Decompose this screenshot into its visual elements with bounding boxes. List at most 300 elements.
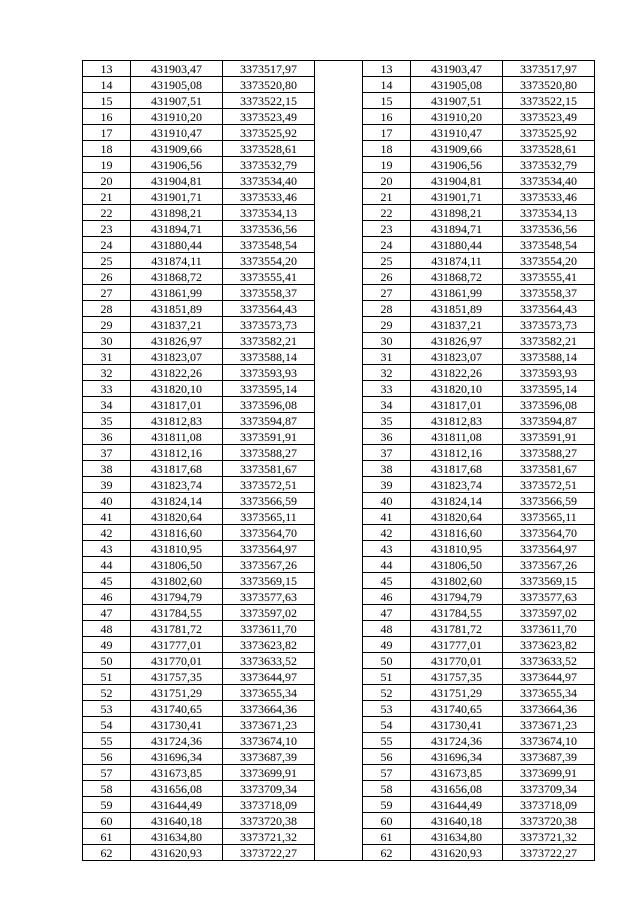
right-x-coordinate-cell: 431740,65 (411, 701, 503, 717)
left-point-number-cell: 56 (83, 749, 131, 765)
left-y-coordinate-cell: 3373588,27 (223, 445, 315, 461)
table-gap-cell (315, 781, 363, 797)
left-point-number-cell: 25 (83, 253, 131, 269)
right-x-coordinate-cell: 431874,11 (411, 253, 503, 269)
table-gap-cell (315, 829, 363, 845)
right-point-number-cell: 18 (363, 141, 411, 157)
left-point-number-cell: 27 (83, 285, 131, 301)
table-gap-cell (315, 541, 363, 557)
left-y-coordinate-cell: 3373718,09 (223, 797, 315, 813)
left-point-number-cell: 62 (83, 845, 131, 861)
table-gap-cell (315, 77, 363, 93)
table-row (83, 125, 595, 141)
left-x-coordinate-cell: 431794,79 (131, 589, 223, 605)
right-y-coordinate-cell: 3373566,59 (503, 493, 595, 509)
left-y-coordinate-cell: 3373517,97 (223, 61, 315, 77)
left-point-number-cell: 24 (83, 237, 131, 253)
right-x-coordinate-cell: 431910,47 (411, 125, 503, 141)
table-row (83, 845, 595, 861)
right-point-number-cell: 50 (363, 653, 411, 669)
table-gap-cell (315, 637, 363, 653)
right-y-coordinate-cell: 3373718,09 (503, 797, 595, 813)
left-point-number-cell: 18 (83, 141, 131, 157)
right-y-coordinate-cell: 3373572,51 (503, 477, 595, 493)
right-x-coordinate-cell: 431812,83 (411, 413, 503, 429)
left-point-number-cell: 35 (83, 413, 131, 429)
right-y-coordinate-cell: 3373611,70 (503, 621, 595, 637)
table-gap-cell (315, 173, 363, 189)
table-row (83, 573, 595, 589)
right-point-number-cell: 26 (363, 269, 411, 285)
left-point-number-cell: 39 (83, 477, 131, 493)
table-gap-cell (315, 61, 363, 77)
left-point-number-cell: 34 (83, 397, 131, 413)
right-point-number-cell: 24 (363, 237, 411, 253)
right-point-number-cell: 33 (363, 381, 411, 397)
left-point-number-cell: 15 (83, 93, 131, 109)
table-gap-cell (315, 125, 363, 141)
left-y-coordinate-cell: 3373699,91 (223, 765, 315, 781)
table-row (83, 285, 595, 301)
table-gap-cell (315, 413, 363, 429)
left-x-coordinate-cell: 431757,35 (131, 669, 223, 685)
right-point-number-cell: 21 (363, 189, 411, 205)
left-y-coordinate-cell: 3373567,26 (223, 557, 315, 573)
right-y-coordinate-cell: 3373588,14 (503, 349, 595, 365)
right-point-number-cell: 55 (363, 733, 411, 749)
right-y-coordinate-cell: 3373534,40 (503, 173, 595, 189)
left-x-coordinate-cell: 431656,08 (131, 781, 223, 797)
left-y-coordinate-cell: 3373709,34 (223, 781, 315, 797)
right-y-coordinate-cell: 3373569,15 (503, 573, 595, 589)
table-row (83, 365, 595, 381)
table-gap-cell (315, 717, 363, 733)
right-y-coordinate-cell: 3373593,93 (503, 365, 595, 381)
left-x-coordinate-cell: 431802,60 (131, 573, 223, 589)
left-y-coordinate-cell: 3373564,97 (223, 541, 315, 557)
left-y-coordinate-cell: 3373722,27 (223, 845, 315, 861)
right-y-coordinate-cell: 3373522,15 (503, 93, 595, 109)
right-x-coordinate-cell: 431816,60 (411, 525, 503, 541)
right-x-coordinate-cell: 431757,35 (411, 669, 503, 685)
left-y-coordinate-cell: 3373671,23 (223, 717, 315, 733)
table-gap-cell (315, 733, 363, 749)
left-point-number-cell: 55 (83, 733, 131, 749)
right-y-coordinate-cell: 3373581,67 (503, 461, 595, 477)
left-x-coordinate-cell: 431910,20 (131, 109, 223, 125)
right-y-coordinate-cell: 3373720,38 (503, 813, 595, 829)
table-row (83, 205, 595, 221)
left-y-coordinate-cell: 3373655,34 (223, 685, 315, 701)
table-gap-cell (315, 221, 363, 237)
right-y-coordinate-cell: 3373555,41 (503, 269, 595, 285)
table-row (83, 557, 595, 573)
right-y-coordinate-cell: 3373597,02 (503, 605, 595, 621)
right-point-number-cell: 31 (363, 349, 411, 365)
left-y-coordinate-cell: 3373523,49 (223, 109, 315, 125)
right-point-number-cell: 17 (363, 125, 411, 141)
left-point-number-cell: 36 (83, 429, 131, 445)
left-y-coordinate-cell: 3373588,14 (223, 349, 315, 365)
right-point-number-cell: 29 (363, 317, 411, 333)
right-y-coordinate-cell: 3373671,23 (503, 717, 595, 733)
left-x-coordinate-cell: 431824,14 (131, 493, 223, 509)
right-point-number-cell: 48 (363, 621, 411, 637)
right-point-number-cell: 25 (363, 253, 411, 269)
table-row (83, 813, 595, 829)
table-row (83, 173, 595, 189)
left-y-coordinate-cell: 3373534,13 (223, 205, 315, 221)
right-point-number-cell: 28 (363, 301, 411, 317)
left-y-coordinate-cell: 3373644,97 (223, 669, 315, 685)
right-point-number-cell: 16 (363, 109, 411, 125)
right-point-number-cell: 57 (363, 765, 411, 781)
left-point-number-cell: 52 (83, 685, 131, 701)
left-y-coordinate-cell: 3373596,08 (223, 397, 315, 413)
left-point-number-cell: 37 (83, 445, 131, 461)
left-x-coordinate-cell: 431909,66 (131, 141, 223, 157)
right-x-coordinate-cell: 431820,64 (411, 509, 503, 525)
right-y-coordinate-cell: 3373721,32 (503, 829, 595, 845)
table-row (83, 461, 595, 477)
left-point-number-cell: 59 (83, 797, 131, 813)
right-x-coordinate-cell: 431812,16 (411, 445, 503, 461)
left-point-number-cell: 45 (83, 573, 131, 589)
left-point-number-cell: 30 (83, 333, 131, 349)
right-point-number-cell: 38 (363, 461, 411, 477)
left-x-coordinate-cell: 431880,44 (131, 237, 223, 253)
table-row (83, 349, 595, 365)
right-point-number-cell: 27 (363, 285, 411, 301)
left-y-coordinate-cell: 3373572,51 (223, 477, 315, 493)
table-gap-cell (315, 477, 363, 493)
table-row (83, 413, 595, 429)
right-x-coordinate-cell: 431861,99 (411, 285, 503, 301)
right-y-coordinate-cell: 3373582,21 (503, 333, 595, 349)
left-x-coordinate-cell: 431907,51 (131, 93, 223, 109)
right-y-coordinate-cell: 3373536,56 (503, 221, 595, 237)
left-point-number-cell: 31 (83, 349, 131, 365)
right-x-coordinate-cell: 431894,71 (411, 221, 503, 237)
right-y-coordinate-cell: 3373564,43 (503, 301, 595, 317)
right-y-coordinate-cell: 3373644,97 (503, 669, 595, 685)
table-gap-cell (315, 845, 363, 861)
right-x-coordinate-cell: 431905,08 (411, 77, 503, 93)
left-point-number-cell: 51 (83, 669, 131, 685)
table-row (83, 653, 595, 669)
left-point-number-cell: 16 (83, 109, 131, 125)
table-gap-cell (315, 509, 363, 525)
right-x-coordinate-cell: 431673,85 (411, 765, 503, 781)
right-point-number-cell: 20 (363, 173, 411, 189)
table-row (83, 221, 595, 237)
right-x-coordinate-cell: 431810,95 (411, 541, 503, 557)
right-point-number-cell: 13 (363, 61, 411, 77)
right-point-number-cell: 37 (363, 445, 411, 461)
table-gap-cell (315, 189, 363, 205)
table-gap-cell (315, 797, 363, 813)
left-y-coordinate-cell: 3373534,40 (223, 173, 315, 189)
table-row (83, 781, 595, 797)
left-point-number-cell: 61 (83, 829, 131, 845)
right-x-coordinate-cell: 431656,08 (411, 781, 503, 797)
left-y-coordinate-cell: 3373664,36 (223, 701, 315, 717)
right-x-coordinate-cell: 431823,07 (411, 349, 503, 365)
right-x-coordinate-cell: 431906,56 (411, 157, 503, 173)
right-x-coordinate-cell: 431817,68 (411, 461, 503, 477)
table-row (83, 701, 595, 717)
left-point-number-cell: 58 (83, 781, 131, 797)
table-gap-cell (315, 573, 363, 589)
right-y-coordinate-cell: 3373532,79 (503, 157, 595, 173)
right-y-coordinate-cell: 3373558,37 (503, 285, 595, 301)
right-point-number-cell: 46 (363, 589, 411, 605)
right-y-coordinate-cell: 3373517,97 (503, 61, 595, 77)
left-x-coordinate-cell: 431874,11 (131, 253, 223, 269)
table-row (83, 509, 595, 525)
left-y-coordinate-cell: 3373611,70 (223, 621, 315, 637)
right-point-number-cell: 40 (363, 493, 411, 509)
table-gap-cell (315, 301, 363, 317)
right-x-coordinate-cell: 431824,14 (411, 493, 503, 509)
right-y-coordinate-cell: 3373565,11 (503, 509, 595, 525)
table-row (83, 717, 595, 733)
table-row (83, 61, 595, 77)
right-point-number-cell: 32 (363, 365, 411, 381)
left-y-coordinate-cell: 3373633,52 (223, 653, 315, 669)
right-point-number-cell: 34 (363, 397, 411, 413)
left-x-coordinate-cell: 431640,18 (131, 813, 223, 829)
left-x-coordinate-cell: 431696,34 (131, 749, 223, 765)
table-row (83, 429, 595, 445)
right-point-number-cell: 39 (363, 477, 411, 493)
right-x-coordinate-cell: 431806,50 (411, 557, 503, 573)
right-point-number-cell: 54 (363, 717, 411, 733)
right-x-coordinate-cell: 431822,26 (411, 365, 503, 381)
left-point-number-cell: 14 (83, 77, 131, 93)
left-y-coordinate-cell: 3373720,38 (223, 813, 315, 829)
table-row (83, 765, 595, 781)
left-point-number-cell: 17 (83, 125, 131, 141)
right-y-coordinate-cell: 3373554,20 (503, 253, 595, 269)
table-gap-cell (315, 157, 363, 173)
left-x-coordinate-cell: 431816,60 (131, 525, 223, 541)
table-row (83, 605, 595, 621)
right-x-coordinate-cell: 431751,29 (411, 685, 503, 701)
right-point-number-cell: 43 (363, 541, 411, 557)
left-y-coordinate-cell: 3373558,37 (223, 285, 315, 301)
right-y-coordinate-cell: 3373533,46 (503, 189, 595, 205)
right-x-coordinate-cell: 431851,89 (411, 301, 503, 317)
left-x-coordinate-cell: 431817,01 (131, 397, 223, 413)
left-y-coordinate-cell: 3373555,41 (223, 269, 315, 285)
right-point-number-cell: 36 (363, 429, 411, 445)
table-gap-cell (315, 765, 363, 781)
right-y-coordinate-cell: 3373534,13 (503, 205, 595, 221)
right-x-coordinate-cell: 431904,81 (411, 173, 503, 189)
left-point-number-cell: 38 (83, 461, 131, 477)
right-point-number-cell: 42 (363, 525, 411, 541)
right-point-number-cell: 22 (363, 205, 411, 221)
left-x-coordinate-cell: 431823,74 (131, 477, 223, 493)
right-point-number-cell: 19 (363, 157, 411, 173)
table-row (83, 749, 595, 765)
left-point-number-cell: 28 (83, 301, 131, 317)
left-y-coordinate-cell: 3373565,11 (223, 509, 315, 525)
right-y-coordinate-cell: 3373655,34 (503, 685, 595, 701)
table-row (83, 189, 595, 205)
left-x-coordinate-cell: 431730,41 (131, 717, 223, 733)
table-gap-cell (315, 141, 363, 157)
table-row (83, 237, 595, 253)
right-x-coordinate-cell: 431898,21 (411, 205, 503, 221)
right-point-number-cell: 49 (363, 637, 411, 653)
right-x-coordinate-cell: 431696,34 (411, 749, 503, 765)
right-y-coordinate-cell: 3373594,87 (503, 413, 595, 429)
table-gap-cell (315, 285, 363, 301)
right-x-coordinate-cell: 431640,18 (411, 813, 503, 829)
left-x-coordinate-cell: 431644,49 (131, 797, 223, 813)
right-point-number-cell: 14 (363, 77, 411, 93)
table-gap-cell (315, 445, 363, 461)
left-point-number-cell: 54 (83, 717, 131, 733)
table-gap-cell (315, 381, 363, 397)
left-x-coordinate-cell: 431820,64 (131, 509, 223, 525)
right-x-coordinate-cell: 431880,44 (411, 237, 503, 253)
left-y-coordinate-cell: 3373536,56 (223, 221, 315, 237)
right-y-coordinate-cell: 3373623,82 (503, 637, 595, 653)
left-y-coordinate-cell: 3373569,15 (223, 573, 315, 589)
right-y-coordinate-cell: 3373523,49 (503, 109, 595, 125)
right-x-coordinate-cell: 431770,01 (411, 653, 503, 669)
table-gap-cell (315, 317, 363, 333)
left-y-coordinate-cell: 3373520,80 (223, 77, 315, 93)
left-point-number-cell: 41 (83, 509, 131, 525)
right-x-coordinate-cell: 431907,51 (411, 93, 503, 109)
right-x-coordinate-cell: 431817,01 (411, 397, 503, 413)
right-point-number-cell: 52 (363, 685, 411, 701)
table-gap-cell (315, 701, 363, 717)
right-y-coordinate-cell: 3373520,80 (503, 77, 595, 93)
table-gap-cell (315, 349, 363, 365)
left-x-coordinate-cell: 431634,80 (131, 829, 223, 845)
right-point-number-cell: 30 (363, 333, 411, 349)
table-gap-cell (315, 429, 363, 445)
left-y-coordinate-cell: 3373597,02 (223, 605, 315, 621)
left-y-coordinate-cell: 3373564,43 (223, 301, 315, 317)
table-row (83, 109, 595, 125)
left-x-coordinate-cell: 431784,55 (131, 605, 223, 621)
table-gap-cell (315, 461, 363, 477)
left-x-coordinate-cell: 431811,08 (131, 429, 223, 445)
right-y-coordinate-cell: 3373674,10 (503, 733, 595, 749)
table-row (83, 157, 595, 173)
right-y-coordinate-cell: 3373528,61 (503, 141, 595, 157)
left-y-coordinate-cell: 3373595,14 (223, 381, 315, 397)
right-x-coordinate-cell: 431910,20 (411, 109, 503, 125)
right-x-coordinate-cell: 431823,74 (411, 477, 503, 493)
left-x-coordinate-cell: 431820,10 (131, 381, 223, 397)
table-gap-cell (315, 269, 363, 285)
right-x-coordinate-cell: 431837,21 (411, 317, 503, 333)
left-x-coordinate-cell: 431905,08 (131, 77, 223, 93)
right-y-coordinate-cell: 3373664,36 (503, 701, 595, 717)
right-x-coordinate-cell: 431826,97 (411, 333, 503, 349)
left-y-coordinate-cell: 3373581,67 (223, 461, 315, 477)
table-row (83, 797, 595, 813)
right-point-number-cell: 47 (363, 605, 411, 621)
left-x-coordinate-cell: 431781,72 (131, 621, 223, 637)
left-point-number-cell: 23 (83, 221, 131, 237)
table-gap-cell (315, 749, 363, 765)
right-y-coordinate-cell: 3373687,39 (503, 749, 595, 765)
right-x-coordinate-cell: 431620,93 (411, 845, 503, 861)
table-gap-cell (315, 557, 363, 573)
left-point-number-cell: 22 (83, 205, 131, 221)
left-x-coordinate-cell: 431851,89 (131, 301, 223, 317)
right-point-number-cell: 15 (363, 93, 411, 109)
left-x-coordinate-cell: 431898,21 (131, 205, 223, 221)
left-y-coordinate-cell: 3373577,63 (223, 589, 315, 605)
left-x-coordinate-cell: 431812,83 (131, 413, 223, 429)
table-row (83, 541, 595, 557)
left-y-coordinate-cell: 3373564,70 (223, 525, 315, 541)
table-row (83, 477, 595, 493)
right-point-number-cell: 60 (363, 813, 411, 829)
left-x-coordinate-cell: 431740,65 (131, 701, 223, 717)
left-point-number-cell: 19 (83, 157, 131, 173)
left-point-number-cell: 40 (83, 493, 131, 509)
left-x-coordinate-cell: 431868,72 (131, 269, 223, 285)
right-y-coordinate-cell: 3373699,91 (503, 765, 595, 781)
left-point-number-cell: 32 (83, 365, 131, 381)
right-x-coordinate-cell: 431901,71 (411, 189, 503, 205)
right-y-coordinate-cell: 3373595,14 (503, 381, 595, 397)
right-x-coordinate-cell: 431777,01 (411, 637, 503, 653)
right-x-coordinate-cell: 431868,72 (411, 269, 503, 285)
left-y-coordinate-cell: 3373528,61 (223, 141, 315, 157)
right-x-coordinate-cell: 431724,36 (411, 733, 503, 749)
right-x-coordinate-cell: 431802,60 (411, 573, 503, 589)
table-gap-cell (315, 109, 363, 125)
right-point-number-cell: 62 (363, 845, 411, 861)
right-y-coordinate-cell: 3373577,63 (503, 589, 595, 605)
left-point-number-cell: 48 (83, 621, 131, 637)
left-point-number-cell: 33 (83, 381, 131, 397)
right-point-number-cell: 58 (363, 781, 411, 797)
right-x-coordinate-cell: 431820,10 (411, 381, 503, 397)
table-row (83, 621, 595, 637)
table-gap-cell (315, 493, 363, 509)
table-gap-cell (315, 813, 363, 829)
left-point-number-cell: 57 (83, 765, 131, 781)
left-point-number-cell: 42 (83, 525, 131, 541)
coordinates-table (82, 60, 595, 861)
table-row (83, 333, 595, 349)
table-gap-cell (315, 605, 363, 621)
left-x-coordinate-cell: 431906,56 (131, 157, 223, 173)
table-row (83, 525, 595, 541)
right-y-coordinate-cell: 3373591,91 (503, 429, 595, 445)
right-x-coordinate-cell: 431794,79 (411, 589, 503, 605)
left-point-number-cell: 50 (83, 653, 131, 669)
left-y-coordinate-cell: 3373687,39 (223, 749, 315, 765)
left-y-coordinate-cell: 3373554,20 (223, 253, 315, 269)
left-x-coordinate-cell: 431910,47 (131, 125, 223, 141)
right-point-number-cell: 45 (363, 573, 411, 589)
right-point-number-cell: 56 (363, 749, 411, 765)
right-x-coordinate-cell: 431781,72 (411, 621, 503, 637)
